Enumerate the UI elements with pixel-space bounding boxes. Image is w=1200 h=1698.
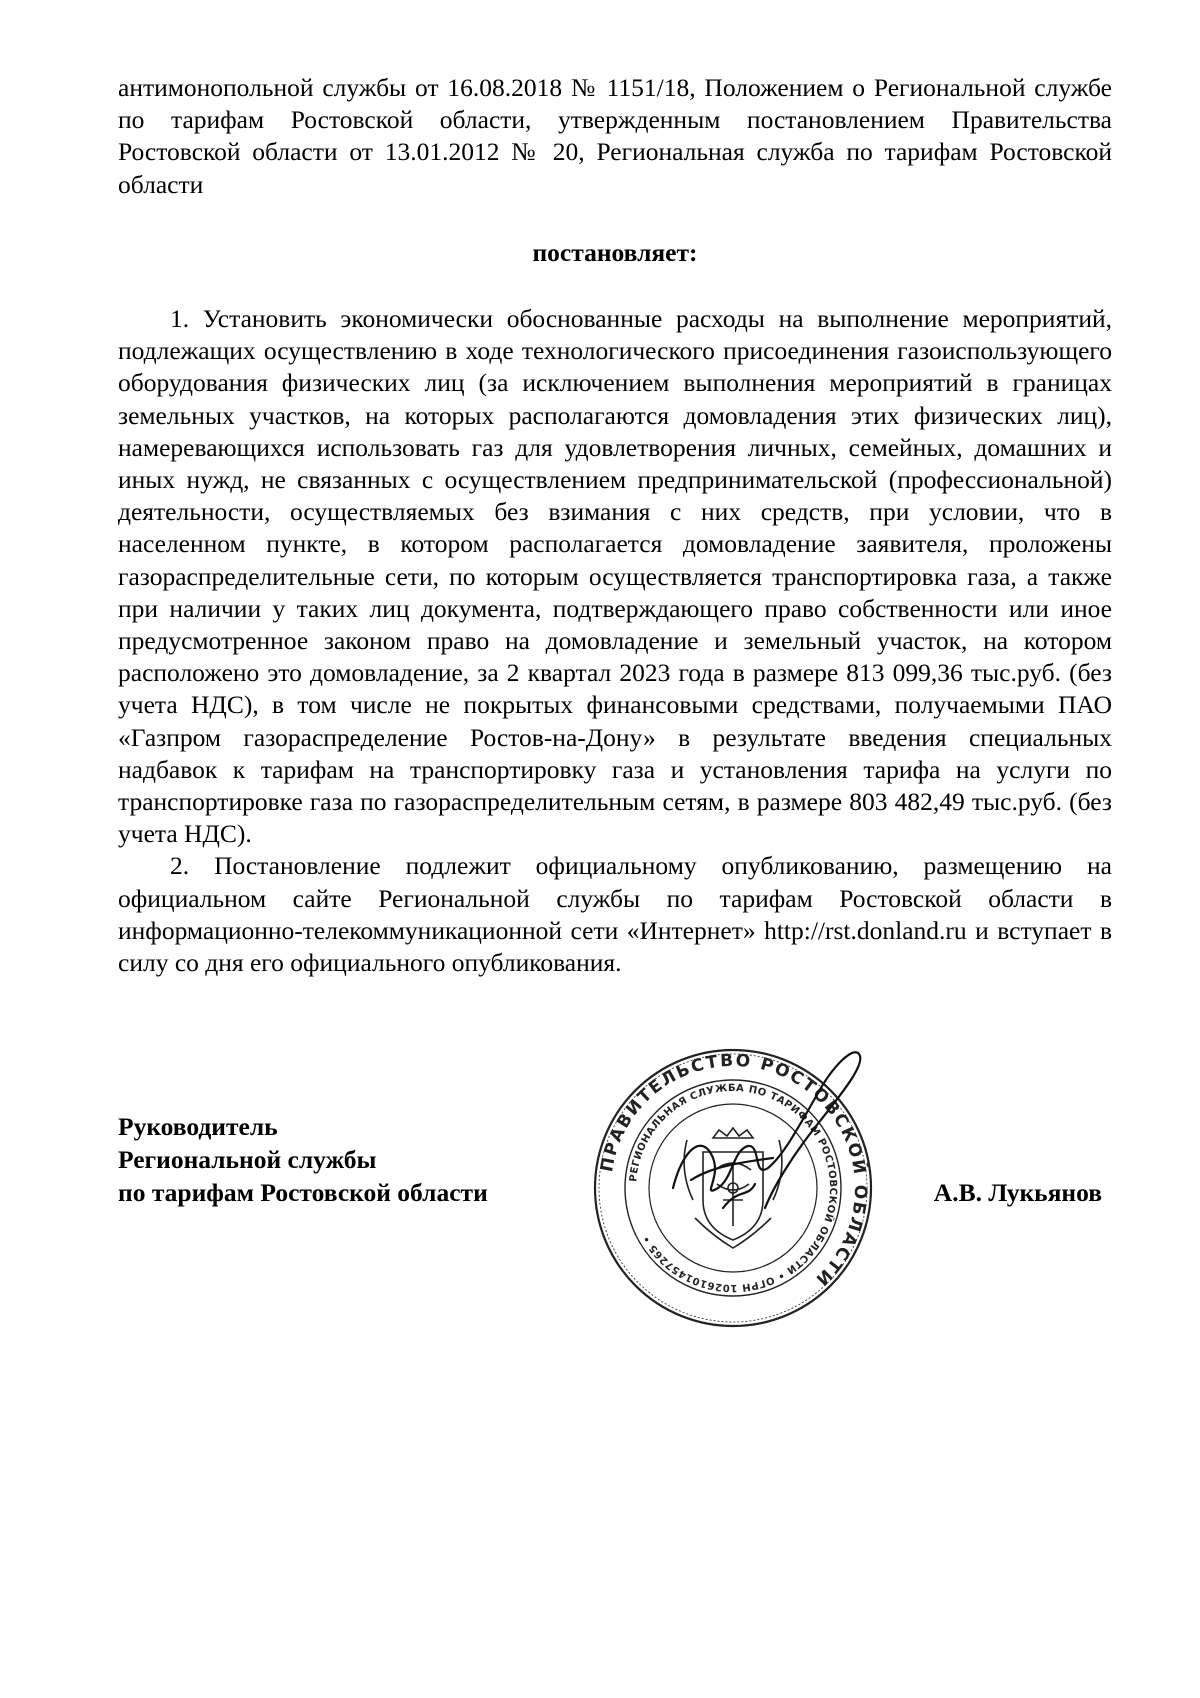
decree-heading: постановляет: <box>532 237 698 267</box>
signatory-name: А.В. Лукьянов <box>933 1178 1102 1207</box>
intro-paragraph: антимонопольной службы от 16.08.2018 № 1151/18, Положением о Региональной службе по тарифам Ростовской области, утвержденным постановлением Правительства Ростовской области от 13.01.2012 № 20, Региональная служба по тарифам Ростовской области <box>118 73 1112 199</box>
svg-text:ПРАВИТЕЛЬСТВО РОСТОВСКОЙ ОБЛАС: ПРАВИТЕЛЬСТВО РОСТОВСКОЙ ОБЛАСТИ <box>596 1050 871 1291</box>
signature-block <box>118 1050 1112 1340</box>
svg-text:РЕГИОНАЛЬНАЯ СЛУЖБА ПО ТАРИФАМ: РЕГИОНАЛЬНАЯ СЛУЖБА ПО ТАРИФАМ РОСТОВСКОЙ ОБЛАСТИ • ОГРН 1026101457265 • <box>628 1082 839 1294</box>
signatory-title-line-3: по тарифам Ростовской области <box>118 1178 488 1207</box>
signatory-title-line-1: Руководитель <box>118 1112 278 1141</box>
item-1-paragraph: 1. Установить экономически обоснованные расходы на выполнение мероприятий, подлежащих осуществлению в ходе технологического присоединения газоиспользующего оборудования физических лиц (за исключением выполнения мероприятий в границах земельных участков, на которых располагаются домовладения этих физических лиц), намеревающихся использовать газ для удовлетворения личных, семейных, домашних и иных нужд, не связанных с осуществлением предпринимательской (профессиональной) деятельности, осуществляемых без взимания с них средств, при условии, что в населенном пункте, в котором располагается домовладение заявителя, проложены газораспределительные сети, по которым осуществляется транспортировка газа, а также при наличии у таких лиц документа, подтверждающего право собственности или иное предусмотренное законом право на домовладение и земельный участок, на котором расположено это домовладение, за 2 квартал 2023 года в размере 813 099,36 тыс.руб. (без учета НДС), в том числе не покрытых финансовыми средствами, получаемыми ПАО «Газпром газораспределение Ростов-на-Дону» в результате введения специальных надбавок к тарифам на транспортировку газа и установления тарифа на услуги по транспортировке газа по газораспределительным сетям, в размере 803 482,49 тыс.руб. (без учета НДС). <box>118 304 1112 849</box>
document-body <box>118 72 1112 979</box>
official-seal-icon <box>583 1038 883 1338</box>
signatory-title-line-2: Региональной службы <box>118 1145 377 1174</box>
item-2-paragraph: 2. Постановление подлежит официальному опубликованию, размещению на официальном сайте Региональной службы по тарифам Ростовской области в информационно-телекоммуникационной сети «Интернет» http://rst.donland.ru и вступает в силу со дня его официального опубликования. <box>118 851 1112 978</box>
signatory-title <box>118 1110 488 1209</box>
